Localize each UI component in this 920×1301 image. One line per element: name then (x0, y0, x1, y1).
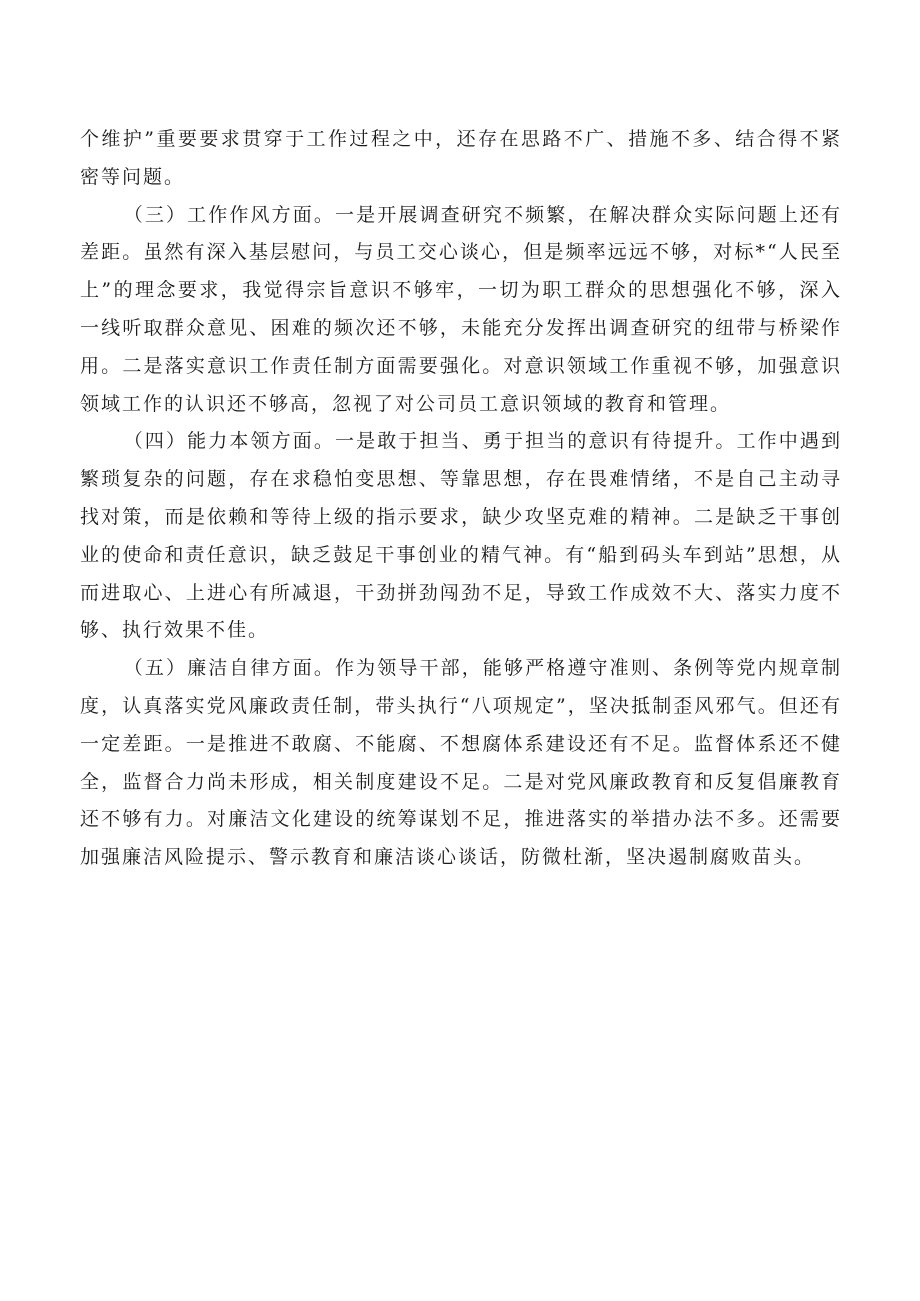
document-body (80, 121, 842, 877)
paragraph-capability: （四）能力本领方面。一是敢于担当、勇于担当的意识有待提升。工作中遇到繁琐复杂的问题，存在求稳怕变思想、等靠思想，存在畏难情绪，不是自己主动寻找对策，而是依赖和等待上级的指示要求，缺少攻坚克难的精神。二是缺乏干事创业的使命和责任意识，缺乏鼓足干事创业的精气神。有“船到码头车到站”思想，从而进取心、上进心有所减退，干劲拼劲闯劲不足，导致工作成效不大、落实力度不够、执行效果不佳。 (80, 430, 842, 642)
paragraph-work-style: （三）工作作风方面。一是开展调查研究不频繁，在解决群众实际问题上还有差距。虽然有深入基层慰问，与员工交心谈心，但是频率远远不够，对标*“人民至上”的理念要求，我觉得宗旨意识不够牢，一切为职工群众的思想强化不够，深入一线听取群众意见、困难的频次还不够，未能充分发挥出调查研究的纽带与桥梁作用。二是落实意识工作责任制方面需要强化。对意识领域工作重视不够，加强意识领域工作的认识还不够高，忽视了对公司员工意识领域的教育和管理。 (80, 203, 842, 415)
paragraph-integrity: （五）廉洁自律方面。作为领导干部，能够严格遵守准则、条例等党内规章制度，认真落实党风廉政责任制，带头执行“八项规定”，坚决抵制歪风邪气。但还有一定差距。一是推进不敢腐、不能腐、不想腐体系建设还有不足。监督体系还不健全，监督合力尚未形成，相关制度建设不足。二是对党风廉政教育和反复倡廉教育还不够有力。对廉洁文化建设的统筹谋划不足，推进落实的举措办法不多。还需要加强廉洁风险提示、警示教育和廉洁谈心谈话，防微杜渐，坚决遏制腐败苗头。 (80, 657, 842, 869)
paragraph-continuation: 个维护”重要要求贯穿于工作过程之中，还存在思路不广、措施不多、结合得不紧密等问题。 (80, 128, 842, 188)
